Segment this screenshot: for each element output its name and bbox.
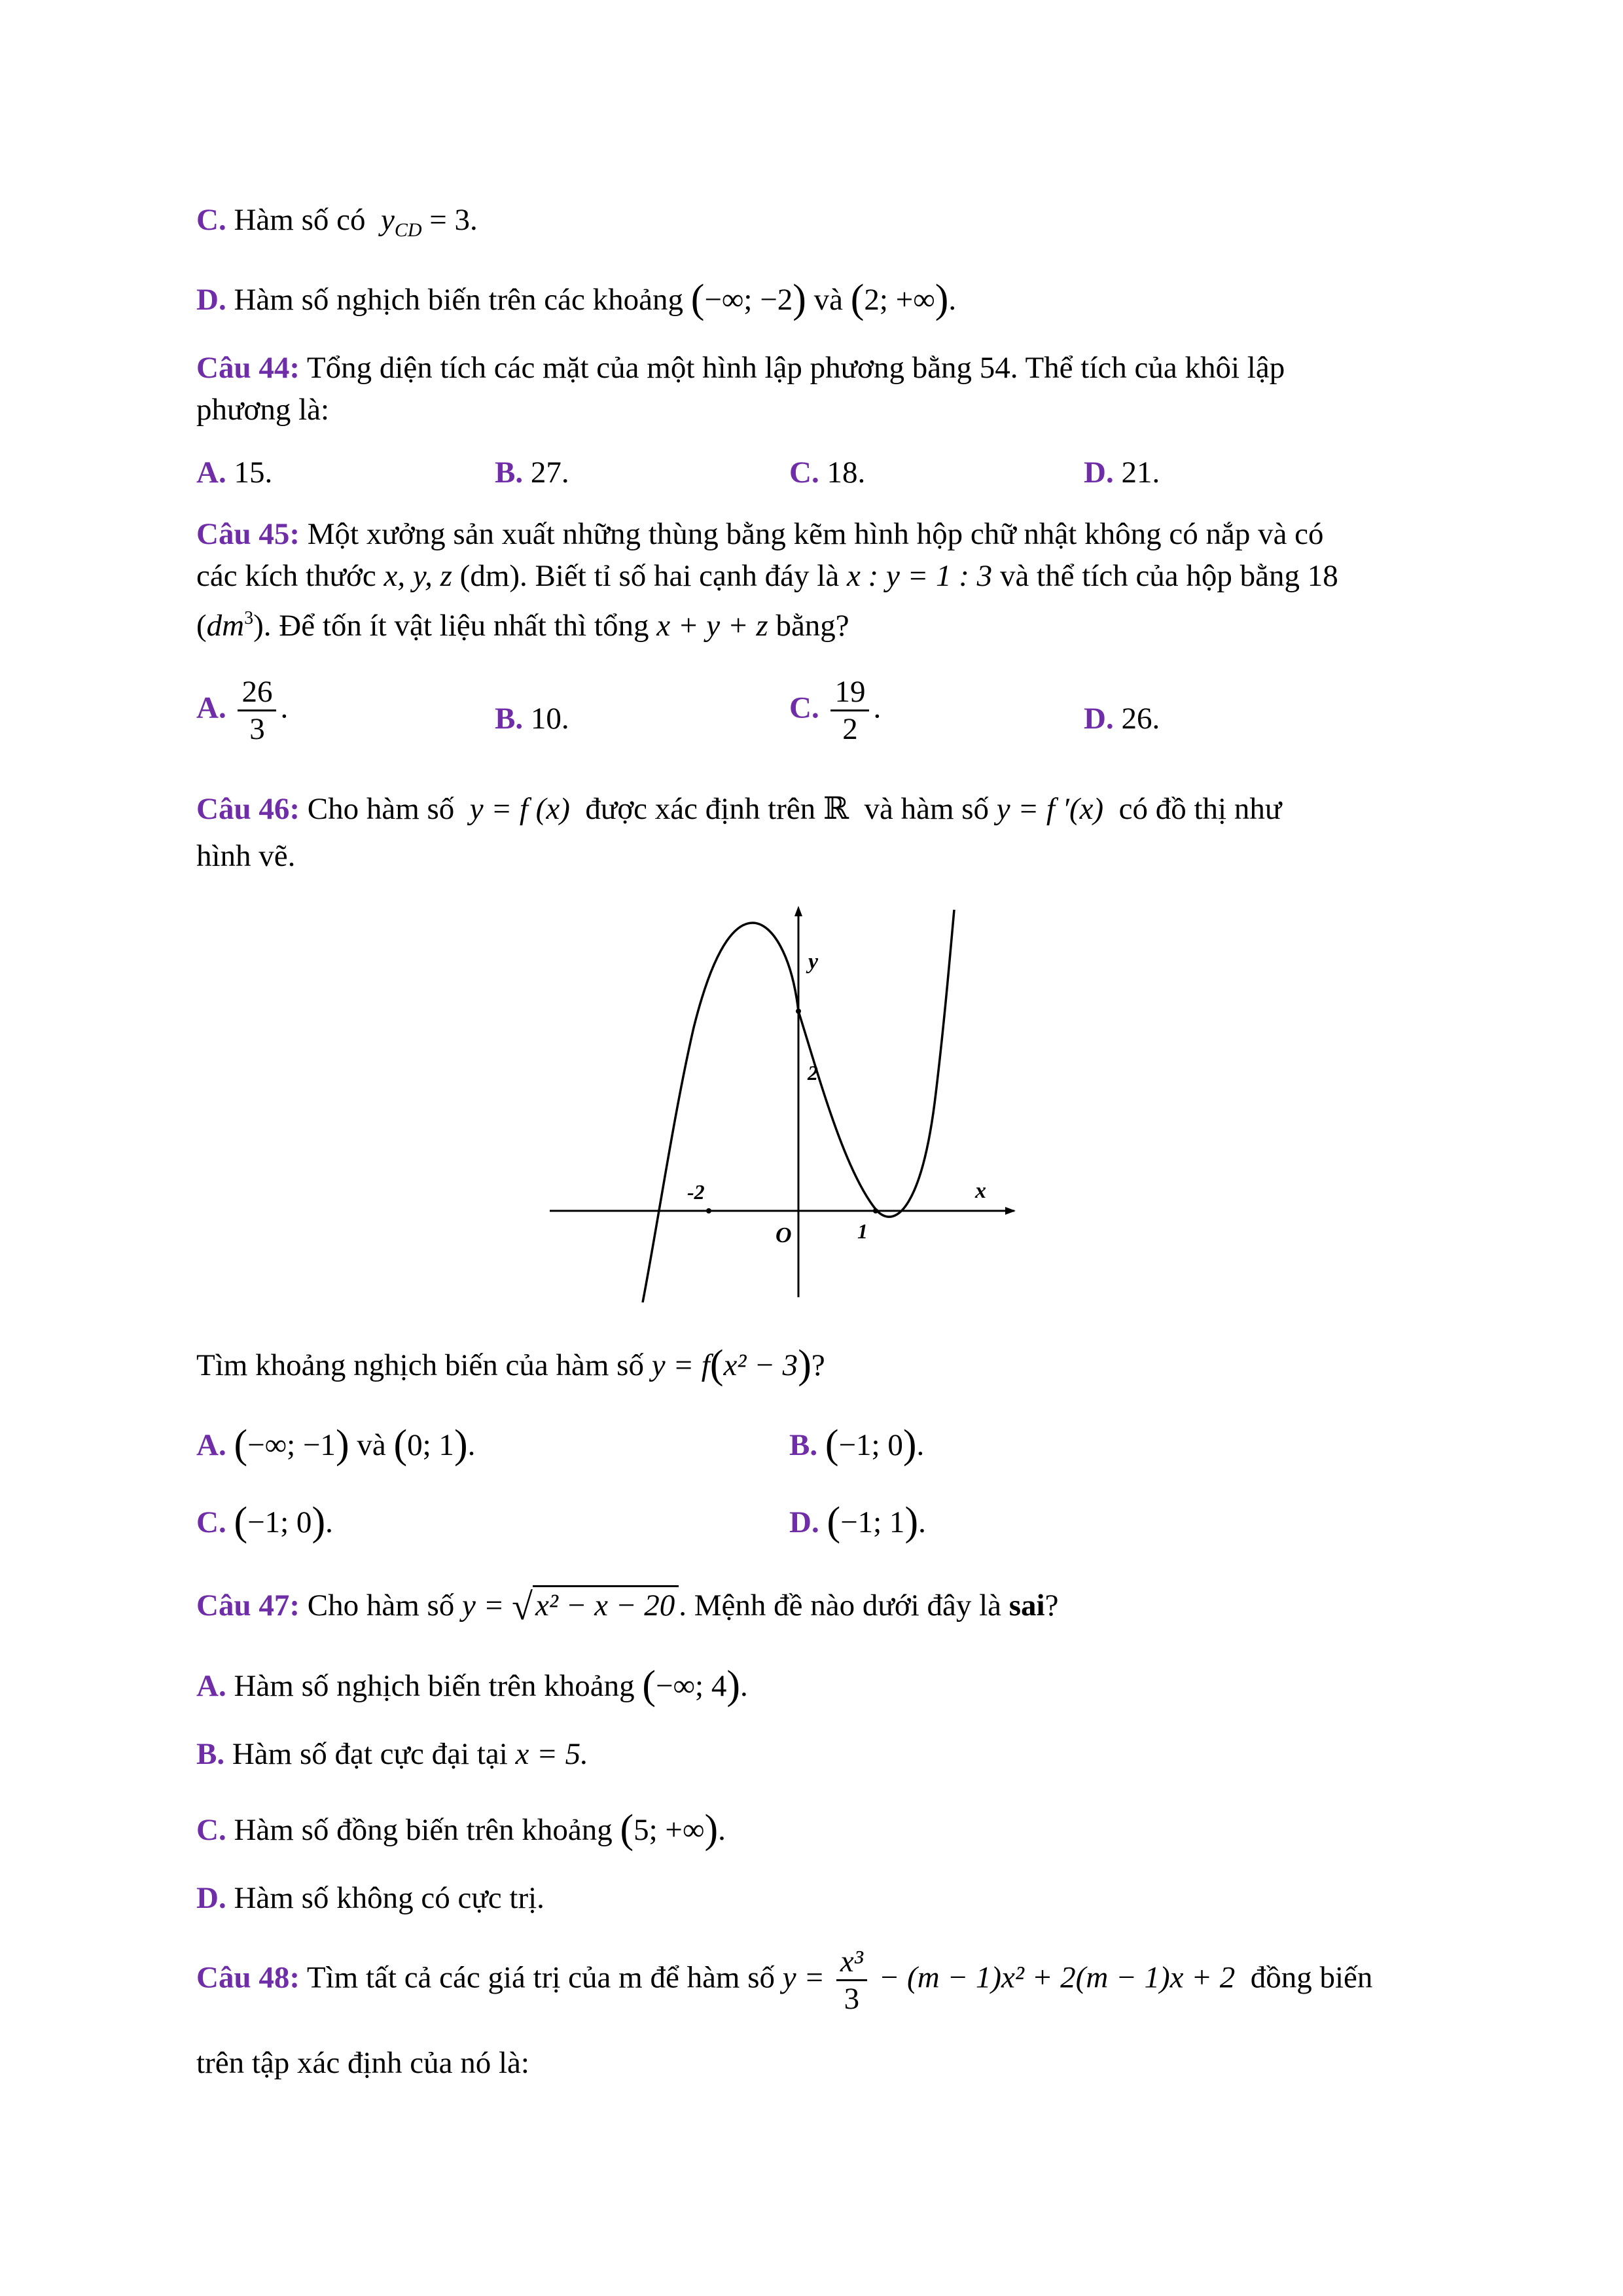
tick-label-x-1: 1 (857, 1219, 868, 1243)
question-text: (dm). Biết tỉ số hai cạnh đáy là (459, 559, 840, 593)
q44-stem-line-2 (196, 391, 329, 428)
fraction (836, 1944, 867, 2017)
option-label: D. (1084, 702, 1114, 736)
period: . (873, 691, 882, 725)
interval-2: 0; 1 (407, 1428, 454, 1462)
q47-stem (196, 1584, 1059, 1630)
and-word: và (813, 283, 843, 317)
interval: −1; 0 (247, 1505, 312, 1539)
denominator: 3 (249, 712, 265, 747)
emphasis-word: sai (1008, 1588, 1045, 1623)
math-derivative: y = f ′(x) (996, 792, 1104, 826)
interval: 5; +∞ (633, 1813, 705, 1847)
option-label: D. (1084, 456, 1114, 490)
question-text: Tìm tất cả các giá trị của m để hàm số (306, 1960, 776, 1995)
question-text: được xác định trên (585, 792, 816, 826)
q46-stem-line-1 (196, 791, 1281, 827)
option-label: A. (196, 1669, 226, 1703)
paren: ( (196, 609, 207, 643)
question-text: bằng? (776, 609, 849, 643)
math-rest: = 3. (421, 203, 478, 237)
math-function: y = f (x) (469, 792, 570, 826)
q43-option-c (196, 202, 478, 242)
option-label: B. (495, 456, 524, 490)
square-root: √x² − x − 20 (512, 1584, 679, 1630)
question-text: Một xưởng sản xuất những thùng bằng kẽm hình hộp chữ nhật không có nắp và có (307, 517, 1324, 551)
option-label: A. (196, 456, 226, 490)
option-value: 10. (530, 702, 569, 736)
option-text: Hàm số đạt cực đại tại (232, 1737, 508, 1771)
option-text: Hàm số nghịch biến trên khoảng (234, 1669, 635, 1703)
x-axis-arrow (1005, 1207, 1016, 1215)
math-y: y = (462, 1588, 505, 1623)
numerator: 26 (238, 674, 276, 711)
question-text: có đồ thị như (1118, 792, 1282, 826)
math-expression: − (m − 1)x² + 2(m − 1)x + 2 (878, 1960, 1236, 1995)
radicand: x² − x − 20 (533, 1585, 679, 1623)
q47-option-a: A. Hàm số nghịch biến trên khoảng (−∞; 4). (196, 1663, 748, 1708)
option-text: Hàm số nghịch biến trên các khoảng (234, 283, 683, 317)
q47-option-b (196, 1736, 588, 1772)
and-word: và (357, 1428, 386, 1462)
interval: −1; 0 (838, 1428, 903, 1462)
x-axis-label: x (975, 1179, 986, 1203)
numerator: x³ (836, 1944, 867, 1981)
y-intercept-point (796, 1009, 801, 1014)
period: . (918, 1505, 926, 1539)
option-value: 27. (530, 456, 569, 490)
question-text: và thể tích của hộp bằng 18 (999, 559, 1338, 593)
interval: −∞; 4 (656, 1669, 727, 1703)
q46-option-c: C. (−1; 0). (196, 1499, 333, 1544)
question-text: Cho hàm số (307, 1588, 455, 1623)
q45-stem-line-3 (196, 607, 849, 644)
option-value: 15. (234, 456, 273, 490)
q46-question-line: Tìm khoảng nghịch biến của hàm số y = f(x² − 3)? (196, 1342, 825, 1387)
question-label: Câu 44: (196, 351, 300, 385)
question-mark: ? (1044, 1588, 1059, 1623)
q46-option-b: B. (−1; 0). (789, 1422, 925, 1467)
interval-1: −∞; −1 (247, 1428, 336, 1462)
question-text: Tìm khoảng nghịch biến của hàm số (196, 1348, 644, 1382)
interval: −1; 1 (840, 1505, 905, 1539)
q44-stem-line-1 (196, 350, 1285, 386)
question-text: Để tốn ít vật liệu nhất thì tổng (279, 609, 649, 643)
q44-option-a (196, 454, 272, 491)
denominator: 3 (844, 1982, 860, 2017)
derivative-graph (543, 897, 1027, 1302)
math-value: x = 5. (515, 1737, 588, 1771)
math-composite: y = f (651, 1348, 710, 1382)
tick-label-x-minus-2: -2 (687, 1180, 705, 1204)
y-axis-arrow (794, 906, 802, 916)
option-label: D. (789, 1505, 819, 1539)
math-subscript: CD (394, 219, 422, 241)
q45-option-a (196, 674, 288, 747)
q46-option-d: D. (−1; 1). (789, 1499, 926, 1544)
period: . (718, 1813, 726, 1847)
period: . (325, 1505, 333, 1539)
q45-option-b (495, 700, 569, 737)
option-label: A. (196, 1428, 226, 1462)
question-text: các kích thước (196, 559, 376, 593)
interval-1: −∞; −2 (704, 283, 793, 317)
option-value: 18. (827, 456, 866, 490)
option-text: Hàm số không có cực trị. (234, 1881, 544, 1915)
option-label: B. (196, 1737, 225, 1771)
period: . (916, 1428, 925, 1462)
fraction (238, 674, 276, 747)
period: . (948, 283, 957, 317)
math-y: y (380, 203, 395, 237)
question-mark: ? (811, 1348, 825, 1382)
q44-option-b (495, 454, 569, 491)
q43-option-d: D. Hàm số nghịch biến trên các khoảng (−∞; −2) và (2; +∞). (196, 277, 957, 321)
option-label: C. (196, 1813, 226, 1847)
option-text: Hàm số đồng biến trên khoảng (234, 1813, 613, 1847)
question-label: Câu 46: (196, 792, 300, 826)
option-text: Hàm số có (234, 203, 366, 237)
math-unit: dm (206, 609, 245, 643)
option-label: B. (495, 702, 524, 736)
question-label: Câu 47: (196, 1588, 300, 1623)
question-text: Tổng diện tích các mặt của một hình lập phương bằng 54. Thể tích của khôi lập (306, 351, 1285, 385)
option-label: C. (789, 691, 819, 725)
math-ratio: x : y = 1 : 3 (846, 559, 993, 593)
y-axis-label: y (808, 950, 819, 974)
period: . (740, 1669, 748, 1703)
option-label: C. (789, 456, 819, 490)
q47-option-d (196, 1880, 544, 1916)
question-text: . Mệnh đề nào dưới đây là (679, 1588, 1002, 1623)
option-label: C. (196, 203, 226, 237)
option-value: 21. (1121, 456, 1160, 490)
root-point-minus-2 (706, 1208, 711, 1213)
q46-option-a: A. (−∞; −1) và (0; 1). (196, 1422, 476, 1467)
option-label: C. (196, 1505, 226, 1539)
denominator: 2 (842, 712, 858, 747)
q44-option-c (789, 454, 865, 491)
math-y: y = (782, 1960, 825, 1995)
q45-option-c (789, 674, 881, 747)
fraction (830, 674, 869, 747)
math-dimensions: x, y, z (383, 559, 452, 593)
question-text: và hàm số (864, 792, 990, 826)
q44-option-d (1084, 454, 1160, 491)
numerator: 19 (830, 674, 869, 711)
period: . (280, 691, 289, 725)
q48-stem-line-1 (196, 1944, 1372, 2017)
question-text: phương là: (196, 393, 330, 427)
period: . (467, 1428, 476, 1462)
q47-option-c: C. Hàm số đồng biến trên khoảng (5; +∞). (196, 1807, 726, 1852)
interval-2: 2; +∞ (864, 283, 935, 317)
q45-option-d (1084, 700, 1160, 737)
option-value: 26. (1121, 702, 1160, 736)
q48-stem-line-2 (196, 2045, 529, 2081)
root-point-1 (873, 1208, 878, 1213)
math-inner: x² − 3 (723, 1348, 798, 1382)
paren: ). (253, 609, 272, 643)
option-label: B. (789, 1428, 818, 1462)
real-numbers-symbol: ℝ (823, 792, 849, 826)
question-text: đồng biến (1250, 1960, 1373, 1995)
origin-label: O (776, 1223, 792, 1247)
question-label: Câu 45: (196, 517, 300, 551)
tick-label-y-2: 2 (808, 1061, 818, 1085)
math-exponent: 3 (244, 608, 254, 628)
option-label: D. (196, 1881, 226, 1915)
question-label: Câu 48: (196, 1960, 300, 1995)
question-text: trên tập xác định của nó là: (196, 2046, 529, 2080)
option-label: D. (196, 283, 226, 317)
q45-stem-line-2 (196, 558, 1338, 594)
q46-stem-line-2 (196, 838, 295, 874)
question-text: Cho hàm số (307, 792, 455, 826)
option-label: A. (196, 691, 226, 725)
question-text: hình vẽ. (196, 839, 296, 873)
math-sum: x + y + z (656, 609, 768, 643)
q45-stem-line-1 (196, 516, 1324, 552)
